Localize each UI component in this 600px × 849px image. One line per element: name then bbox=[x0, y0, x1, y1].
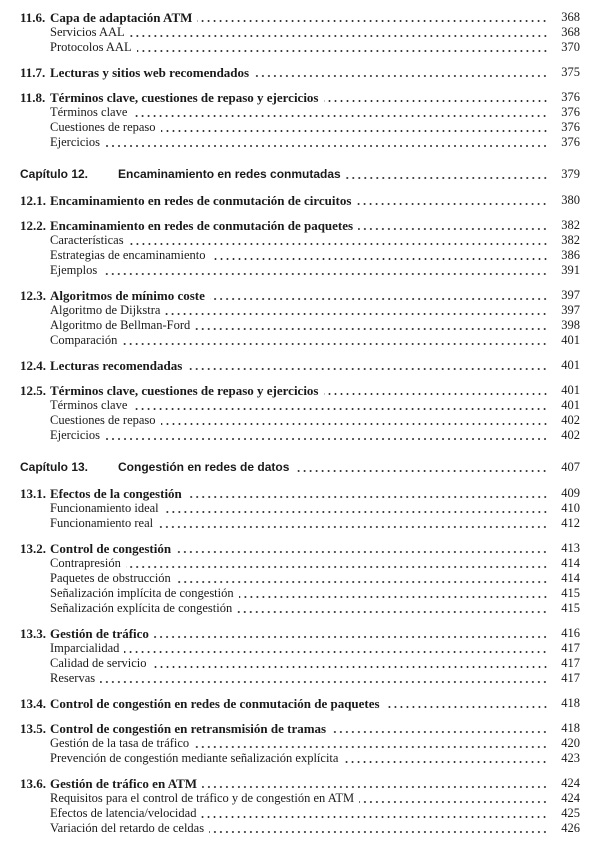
dot-leader bbox=[201, 815, 548, 819]
dot-leader bbox=[385, 705, 548, 709]
page-number: 401 bbox=[561, 358, 580, 372]
entry-title: Efectos de la congestión bbox=[50, 486, 182, 501]
page-number: 416 bbox=[561, 626, 580, 640]
section-entry[interactable] bbox=[0, 626, 600, 641]
subsection-entry[interactable] bbox=[0, 601, 600, 616]
subsection-entry[interactable] bbox=[0, 821, 600, 836]
page-number: 370 bbox=[561, 40, 580, 54]
toc-section-group bbox=[0, 541, 600, 616]
dot-leader bbox=[129, 242, 548, 246]
dot-leader bbox=[237, 610, 548, 614]
entry-title: Señalización implícita de congestión bbox=[50, 586, 234, 600]
page-number: 420 bbox=[561, 736, 580, 750]
section-entry[interactable] bbox=[0, 218, 600, 233]
entry-number: 13.1. bbox=[20, 486, 46, 501]
entry-title: Servicios AAL bbox=[50, 25, 125, 39]
page-number: 414 bbox=[561, 571, 580, 585]
page-number: 424 bbox=[561, 776, 580, 790]
entry-title: Comparación bbox=[50, 333, 118, 347]
entry-title: Reservas bbox=[50, 671, 96, 685]
page-number: 414 bbox=[561, 556, 580, 570]
subsection-entry[interactable] bbox=[0, 736, 600, 751]
entry-title: Funcionamiento real bbox=[50, 516, 154, 530]
entry-number: 13.5. bbox=[20, 721, 46, 736]
entry-number: 12.2. bbox=[20, 218, 46, 233]
dot-leader bbox=[195, 327, 548, 331]
toc-section-group bbox=[0, 218, 600, 278]
page-number: 409 bbox=[561, 486, 580, 500]
chapter-heading[interactable] bbox=[0, 167, 600, 182]
entry-title: Lecturas y sitios web recomendados bbox=[50, 65, 250, 80]
page-number: 368 bbox=[561, 25, 580, 39]
entry-number: Capítulo 13. bbox=[20, 460, 89, 474]
section-entry[interactable] bbox=[0, 776, 600, 791]
toc-section-group bbox=[0, 696, 600, 711]
dot-leader bbox=[331, 730, 548, 734]
entry-title: Cuestiones de repaso bbox=[50, 413, 156, 427]
section-entry[interactable] bbox=[0, 193, 600, 208]
toc-section-group bbox=[0, 10, 600, 55]
section-entry[interactable] bbox=[0, 541, 600, 556]
dot-leader bbox=[359, 800, 548, 804]
subsection-entry[interactable] bbox=[0, 333, 600, 348]
section-entry[interactable] bbox=[0, 288, 600, 303]
page-number: 417 bbox=[561, 671, 580, 685]
subsection-entry[interactable] bbox=[0, 791, 600, 806]
dot-leader bbox=[358, 227, 548, 231]
dot-leader bbox=[154, 635, 548, 639]
entry-title: Prevención de congestión mediante señalización explícita bbox=[50, 751, 339, 765]
entry-title: Paquetes de obstrucción bbox=[50, 571, 171, 585]
dot-leader bbox=[176, 580, 548, 584]
page-number: 382 bbox=[561, 233, 580, 247]
table-of-contents bbox=[0, 10, 600, 836]
section-entry[interactable] bbox=[0, 486, 600, 501]
page-number: 423 bbox=[561, 751, 580, 765]
entry-title: Gestión de tráfico en ATM bbox=[50, 776, 198, 791]
page-number: 426 bbox=[561, 821, 580, 835]
page-number: 401 bbox=[561, 398, 580, 412]
entry-number: 11.6. bbox=[20, 10, 46, 25]
page-number: 376 bbox=[561, 90, 580, 104]
toc-section-group bbox=[0, 358, 600, 373]
toc-section-group bbox=[0, 626, 600, 686]
dot-leader bbox=[132, 407, 548, 411]
entry-title: Protocolos AAL bbox=[50, 40, 132, 54]
dot-leader bbox=[209, 830, 548, 834]
page-number: 401 bbox=[561, 333, 580, 347]
entry-title: Términos clave, cuestiones de repaso y ejercicios bbox=[50, 90, 319, 105]
dot-leader bbox=[197, 19, 548, 23]
section-entry[interactable] bbox=[0, 696, 600, 711]
entry-number: 13.2. bbox=[20, 541, 46, 556]
entry-title: Ejemplos bbox=[50, 263, 98, 277]
entry-title: Ejercicios bbox=[50, 428, 100, 442]
page-number: 376 bbox=[561, 105, 580, 119]
entry-number: 13.3. bbox=[20, 626, 46, 641]
subsection-entry[interactable] bbox=[0, 398, 600, 413]
dot-leader bbox=[164, 510, 548, 514]
dot-leader bbox=[194, 745, 548, 749]
subsection-entry[interactable] bbox=[0, 105, 600, 120]
dot-leader bbox=[124, 650, 548, 654]
page-number: 413 bbox=[561, 541, 580, 555]
dot-leader bbox=[122, 342, 548, 346]
entry-title: Términos clave bbox=[50, 105, 128, 119]
section-entry[interactable] bbox=[0, 65, 600, 80]
page-number: 418 bbox=[561, 721, 580, 735]
dot-leader bbox=[211, 257, 549, 261]
page-number: 402 bbox=[561, 413, 580, 427]
dot-leader bbox=[105, 144, 548, 148]
page-number: 391 bbox=[561, 263, 580, 277]
page-number: 379 bbox=[561, 167, 580, 181]
subsection-entry[interactable] bbox=[0, 751, 600, 766]
page-number: 402 bbox=[561, 428, 580, 442]
page-number: 407 bbox=[561, 460, 580, 474]
page-number: 398 bbox=[561, 318, 580, 332]
dot-leader bbox=[356, 202, 548, 206]
entry-title: Funcionamiento ideal bbox=[50, 501, 159, 515]
page-number: 382 bbox=[561, 218, 580, 232]
page-number: 376 bbox=[561, 120, 580, 134]
subsection-entry[interactable] bbox=[0, 120, 600, 135]
page-number: 368 bbox=[561, 10, 580, 24]
subsection-entry[interactable] bbox=[0, 318, 600, 333]
section-entry[interactable] bbox=[0, 10, 600, 25]
page-number: 425 bbox=[561, 806, 580, 820]
subsection-entry[interactable] bbox=[0, 413, 600, 428]
entry-title: Ejercicios bbox=[50, 135, 100, 149]
dot-leader bbox=[187, 495, 548, 499]
entry-number: 11.8. bbox=[20, 90, 46, 105]
entry-title: Encaminamiento en redes conmutadas bbox=[118, 167, 341, 181]
entry-title: Contrapresión bbox=[50, 556, 121, 570]
dot-leader bbox=[210, 297, 548, 301]
entry-title: Encaminamiento en redes de conmutación de circuitos bbox=[50, 193, 352, 208]
page-number: 415 bbox=[561, 586, 580, 600]
page-number: 418 bbox=[561, 696, 580, 710]
entry-title: Control de congestión en retransmisión de tramas bbox=[50, 721, 327, 736]
subsection-entry[interactable] bbox=[0, 571, 600, 586]
section-entry[interactable] bbox=[0, 358, 600, 373]
entry-number: 11.7. bbox=[20, 65, 46, 80]
dot-leader bbox=[324, 99, 549, 103]
page-number: 397 bbox=[561, 303, 580, 317]
dot-leader bbox=[176, 550, 548, 554]
subsection-entry[interactable] bbox=[0, 135, 600, 150]
entry-title: Efectos de latencia/velocidad bbox=[50, 806, 197, 820]
dot-leader bbox=[161, 129, 548, 133]
entry-title: Cuestiones de repaso bbox=[50, 120, 156, 134]
dot-leader bbox=[294, 469, 548, 473]
subsection-entry[interactable] bbox=[0, 806, 600, 821]
subsection-entry[interactable] bbox=[0, 641, 600, 656]
entry-title: Requisitos para el control de tráfico y de congestión en ATM bbox=[50, 791, 355, 805]
entry-title: Control de congestión en redes de conmutación de paquetes bbox=[50, 696, 380, 711]
page-number: 386 bbox=[561, 248, 580, 262]
subsection-entry[interactable] bbox=[0, 428, 600, 443]
dot-leader bbox=[254, 74, 548, 78]
toc-section-group bbox=[0, 193, 600, 208]
entry-number: 12.4. bbox=[20, 358, 46, 373]
subsection-entry[interactable] bbox=[0, 516, 600, 531]
entry-title: Términos clave bbox=[50, 398, 128, 412]
subsection-entry[interactable] bbox=[0, 501, 600, 516]
page-number: 376 bbox=[561, 135, 580, 149]
page-number: 417 bbox=[561, 656, 580, 670]
entry-number: 12.1. bbox=[20, 193, 46, 208]
dot-leader bbox=[343, 760, 548, 764]
entry-title: Términos clave, cuestiones de repaso y ejercicios bbox=[50, 383, 319, 398]
dot-leader bbox=[202, 785, 548, 789]
page-number: 410 bbox=[561, 501, 580, 515]
dot-leader bbox=[137, 49, 548, 53]
subsection-entry[interactable] bbox=[0, 556, 600, 571]
entry-title: Calidad de servicio bbox=[50, 656, 147, 670]
entry-title: Algoritmo de Dijkstra bbox=[50, 303, 161, 317]
section-entry[interactable] bbox=[0, 383, 600, 398]
dot-leader bbox=[102, 272, 548, 276]
subsection-entry[interactable] bbox=[0, 263, 600, 278]
entry-title: Encaminamiento en redes de conmutación de paquetes bbox=[50, 218, 354, 233]
toc-section-group bbox=[0, 288, 600, 348]
dot-leader bbox=[158, 525, 548, 529]
dot-leader bbox=[130, 34, 548, 38]
page-number: 424 bbox=[561, 791, 580, 805]
dot-leader bbox=[132, 114, 548, 118]
dot-leader bbox=[105, 437, 548, 441]
subsection-entry[interactable] bbox=[0, 586, 600, 601]
entry-title: Gestión de la tasa de tráfico bbox=[50, 736, 190, 750]
dot-leader bbox=[239, 595, 548, 599]
page-number: 375 bbox=[561, 65, 580, 79]
subsection-entry[interactable] bbox=[0, 303, 600, 318]
entry-title: Señalización explícita de congestión bbox=[50, 601, 233, 615]
entry-title: Congestión en redes de datos bbox=[118, 460, 290, 474]
page-number: 401 bbox=[561, 383, 580, 397]
dot-leader bbox=[165, 312, 548, 316]
page-number: 415 bbox=[561, 601, 580, 615]
section-entry[interactable] bbox=[0, 90, 600, 105]
chapter-heading[interactable] bbox=[0, 460, 600, 475]
entry-title: Variación del retardo de celdas bbox=[50, 821, 205, 835]
toc-section-group bbox=[0, 65, 600, 80]
dot-leader bbox=[324, 392, 549, 396]
subsection-entry[interactable] bbox=[0, 233, 600, 248]
dot-leader bbox=[152, 665, 549, 669]
section-entry[interactable] bbox=[0, 721, 600, 736]
subsection-entry[interactable] bbox=[0, 25, 600, 40]
entry-title: Lecturas recomendadas bbox=[50, 358, 183, 373]
subsection-entry[interactable] bbox=[0, 656, 600, 671]
dot-leader bbox=[161, 422, 548, 426]
toc-section-group bbox=[0, 721, 600, 766]
toc-section-group bbox=[0, 776, 600, 836]
entry-title: Estrategias de encaminamiento bbox=[50, 248, 206, 262]
entry-title: Gestión de tráfico bbox=[50, 626, 149, 641]
dot-leader bbox=[187, 367, 548, 371]
subsection-entry[interactable] bbox=[0, 248, 600, 263]
dot-leader bbox=[100, 680, 548, 684]
toc-section-group bbox=[0, 90, 600, 150]
entry-title: Algoritmo de Bellman-Ford bbox=[50, 318, 191, 332]
entry-number: 13.4. bbox=[20, 696, 46, 711]
page-number: 380 bbox=[561, 193, 580, 207]
toc-section-group bbox=[0, 486, 600, 531]
entry-number: 12.5. bbox=[20, 383, 46, 398]
entry-title: Capa de adaptación ATM bbox=[50, 10, 193, 25]
entry-number: 12.3. bbox=[20, 288, 46, 303]
entry-number: Capítulo 12. bbox=[20, 167, 89, 181]
dot-leader bbox=[126, 565, 548, 569]
toc-section-group bbox=[0, 383, 600, 443]
dot-leader bbox=[346, 176, 548, 180]
entry-title: Imparcialidad bbox=[50, 641, 120, 655]
entry-title: Control de congestión bbox=[50, 541, 172, 556]
subsection-entry[interactable] bbox=[0, 671, 600, 686]
page-number: 417 bbox=[561, 641, 580, 655]
subsection-entry[interactable] bbox=[0, 40, 600, 55]
page-number: 397 bbox=[561, 288, 580, 302]
entry-number: 13.6. bbox=[20, 776, 46, 791]
page-number: 412 bbox=[561, 516, 580, 530]
entry-title: Algoritmos de mínimo coste bbox=[50, 288, 205, 303]
entry-title: Características bbox=[50, 233, 124, 247]
